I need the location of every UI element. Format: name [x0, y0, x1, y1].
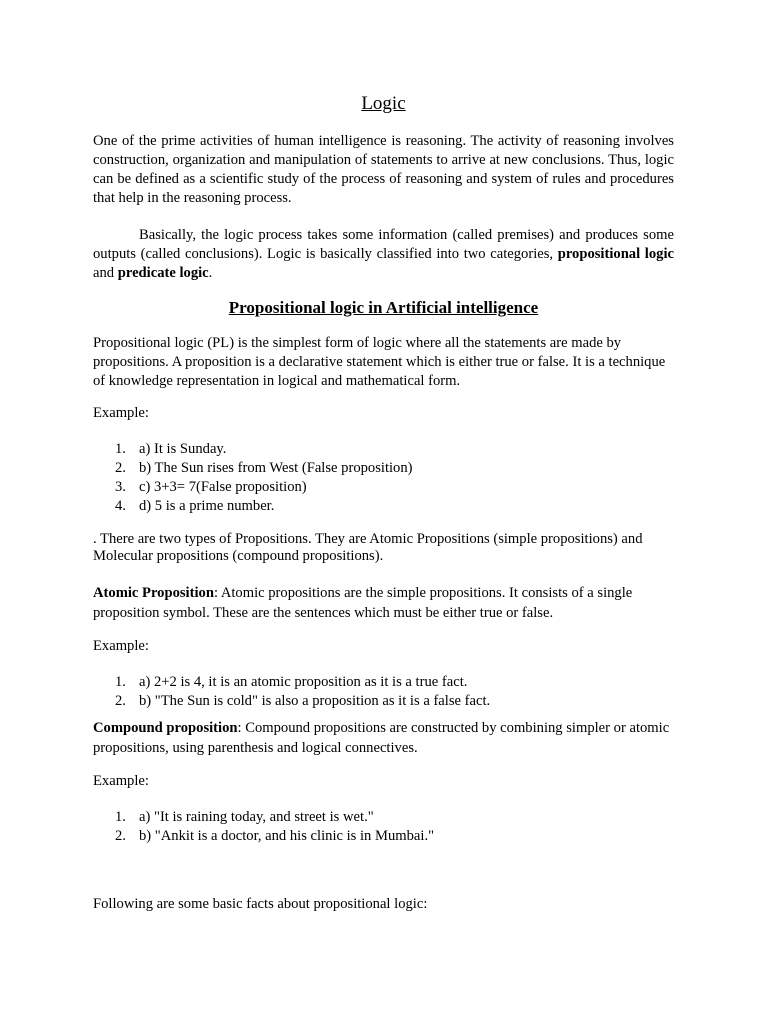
- list-item: 1. a) "It is raining today, and street is wet.": [115, 809, 374, 825]
- compound-proposition-text: : Compound propositions are constructed by combining simpler or atomic propositions, using parenthesis and logical connectives.: [93, 720, 670, 756]
- term-atomic-proposition: Atomic Proposition: [93, 585, 214, 601]
- term-compound-proposition: Compound proposition: [93, 720, 238, 736]
- atomic-proposition-text: : Atomic propositions are the simple propositions. It consists of a single proposition symbol. These are the sentences which must be either true or false.: [93, 585, 633, 621]
- types-paragraph: . There are two types of Propositions. They are Atomic Propositions (simple propositions) and Molecular propositions (compound propositions).: [93, 531, 643, 564]
- example-label-1: Example:: [93, 405, 149, 421]
- definition-paragraph: Propositional logic (PL) is the simplest form of logic where all the statements are made by propositions. A proposition is a declarative statement which is either true or false. It is a technique of knowledge representation in logical and mathematical form.: [93, 335, 666, 389]
- example-label-2: Example:: [93, 638, 149, 654]
- list-item: 1. a) It is Sunday.: [115, 441, 227, 457]
- intro-p2-text-start: Basically, the logic process takes some information (called premises) and produces some outputs (called conclusions). Logic is basically classified into two categories,: [93, 227, 674, 262]
- list-item: 1. a) 2+2 is 4, it is an atomic proposition as it is a true fact.: [115, 674, 468, 690]
- facts-intro-paragraph: Following are some basic facts about propositional logic:: [93, 896, 428, 912]
- example-list-2: [93, 673, 674, 711]
- example-list-3: [93, 808, 674, 846]
- atomic-proposition-paragraph: [93, 583, 674, 623]
- intro-paragraph-2: [93, 226, 674, 283]
- list-item: 3. c) 3+3= 7(False proposition): [115, 479, 307, 495]
- term-propositional-logic: propositional logic: [557, 246, 674, 262]
- intro-p2-text-mid: and: [93, 265, 118, 281]
- list-item: 2. b) The Sun rises from West (False proposition): [115, 460, 413, 476]
- page-title: Logic: [361, 93, 406, 114]
- intro-paragraph-1: One of the prime activities of human intelligence is reasoning. The activity of reasoning involves construction, organization and manipulation of statements to arrive at new conclusions. Thus, logic can be defined as a scientific study of the process of reasoning and system of rules and procedures that help in the reasoning process.: [93, 133, 674, 206]
- list-item: 4. d) 5 is a prime number.: [115, 498, 275, 514]
- list-item: 2. b) "Ankit is a doctor, and his clinic is in Mumbai.": [115, 828, 435, 844]
- intro-p2-text-end: .: [208, 265, 213, 281]
- section-heading: Propositional logic in Artificial intelligence: [228, 298, 539, 317]
- example-list-1: [93, 440, 674, 516]
- term-predicate-logic: predicate logic: [117, 265, 209, 281]
- compound-proposition-paragraph: [93, 718, 674, 758]
- example-label-3: Example:: [93, 773, 149, 789]
- list-item: 2. b) "The Sun is cold" is also a proposition as it is a false fact.: [115, 693, 491, 709]
